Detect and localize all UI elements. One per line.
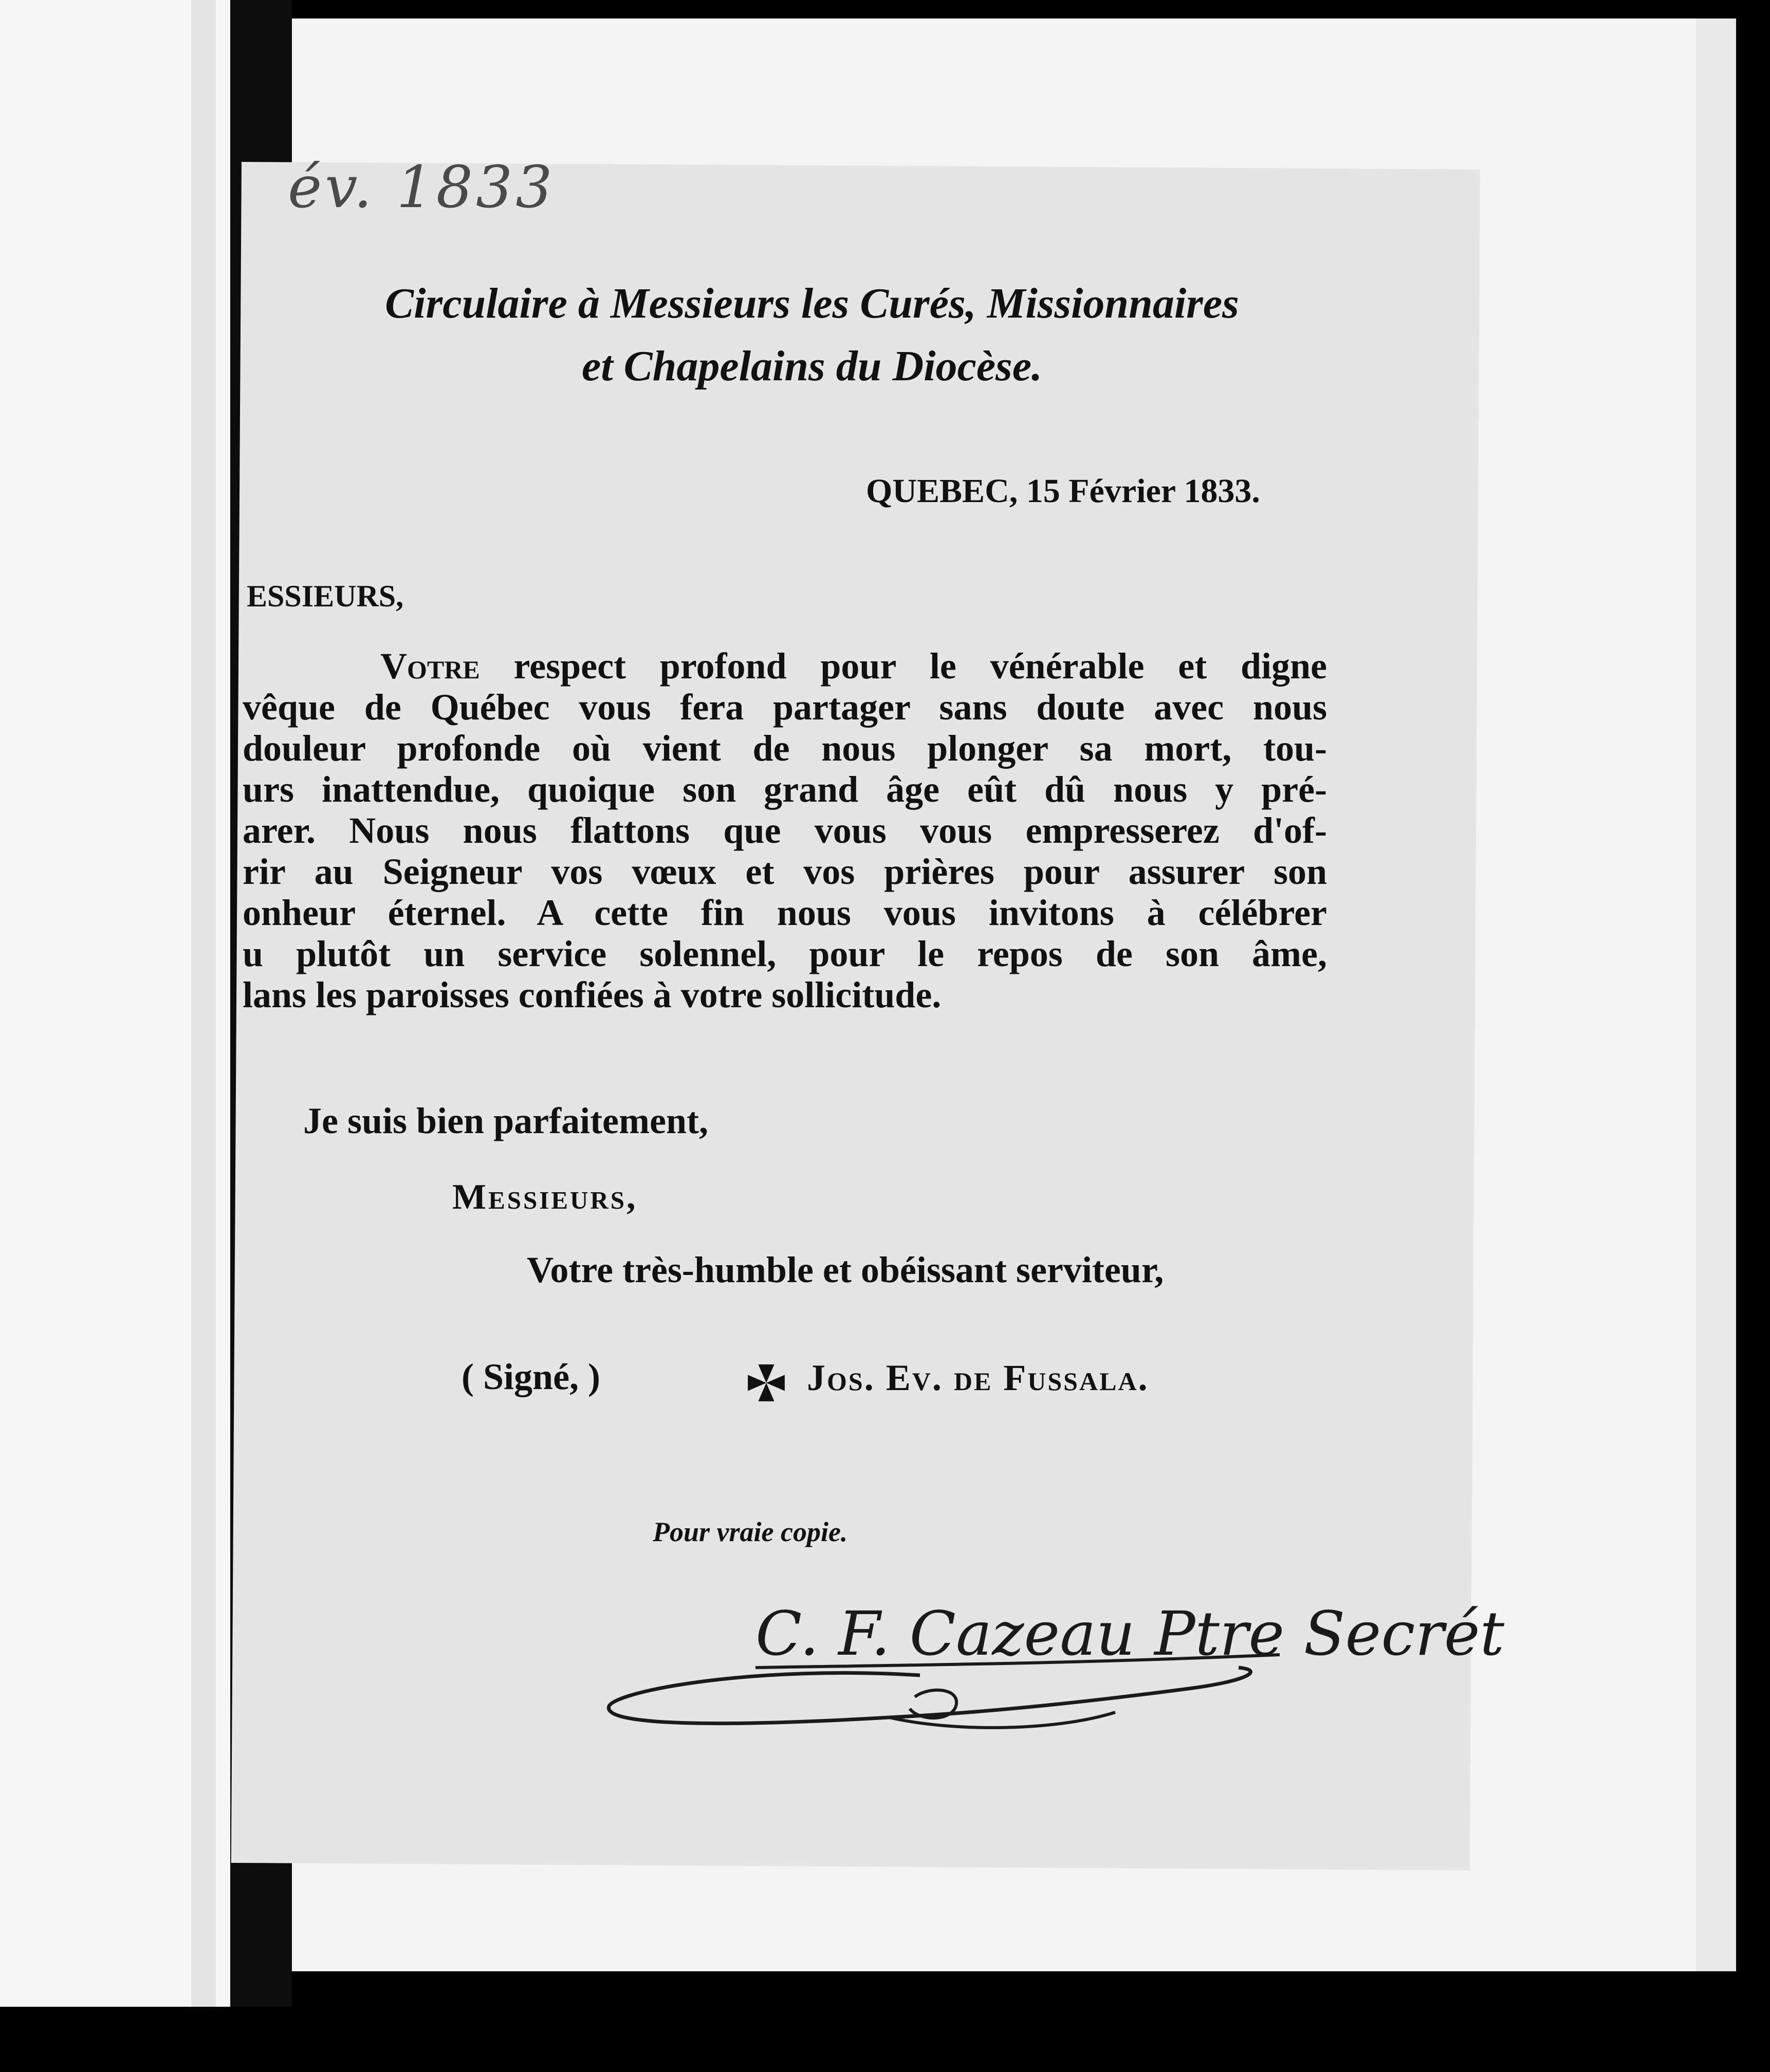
title-line-2: et Chapelains du Diocèse. <box>582 342 1042 390</box>
closing-formula: Je suis bien parfaitement, <box>303 1100 708 1141</box>
body-line: onheur éternel. A cette fin nous vous invitons à célébrer <box>243 892 1327 933</box>
mount-edge <box>1696 18 1736 1971</box>
body-line: douleur profonde où vient de nous plonger sa mort, tou- <box>243 728 1327 769</box>
document-title <box>319 272 1305 398</box>
title-line-1: Circulaire à Messieurs les Curés, Missionnaires <box>385 280 1239 327</box>
handwritten-signature <box>601 1578 1505 1742</box>
salutation: ESSIEURS, <box>247 579 404 613</box>
closing-servant: Votre très-humble et obéissant serviteur, <box>527 1249 1164 1290</box>
body-line: u plutôt un service solennel, pour le repos de son âme, <box>243 933 1327 974</box>
signed-note: ( Signé, ) <box>462 1356 600 1397</box>
letter-body <box>243 645 1327 1015</box>
signature-text: C. F. Cazeau Ptre Secrét <box>755 1598 1505 1669</box>
body-line-smallcaps: Votre <box>380 645 480 687</box>
handwritten-date: év. 1833 <box>288 154 556 221</box>
body-line: lans les paroisses confiées à votre sollicitude. <box>243 974 942 1015</box>
body-line <box>243 645 1327 687</box>
body-line: rir au Seigneur vos vœux et vos prières pour assurer son <box>243 851 1327 892</box>
facing-page-edge <box>191 0 216 2007</box>
body-line: urs inattendue, quoique son grand âge eût dû nous y pré- <box>243 769 1327 810</box>
signatory-name: Jos. Ev. de Fussala. <box>807 1357 1149 1398</box>
body-line-rest: respect profond pour le vénérable et digne <box>480 645 1327 687</box>
closing-address: Messieurs, <box>452 1177 638 1217</box>
true-copy-note: Pour vraie copie. <box>653 1516 848 1547</box>
body-line: vêque de Québec vous fera partager sans doute avec nous <box>243 687 1327 728</box>
body-line: arer. Nous nous flattons que vous vous empresserez d'of- <box>243 810 1327 851</box>
dateline: QUEBEC, 15 Février 1833. <box>866 472 1260 510</box>
maltese-cross-icon <box>746 1363 786 1403</box>
